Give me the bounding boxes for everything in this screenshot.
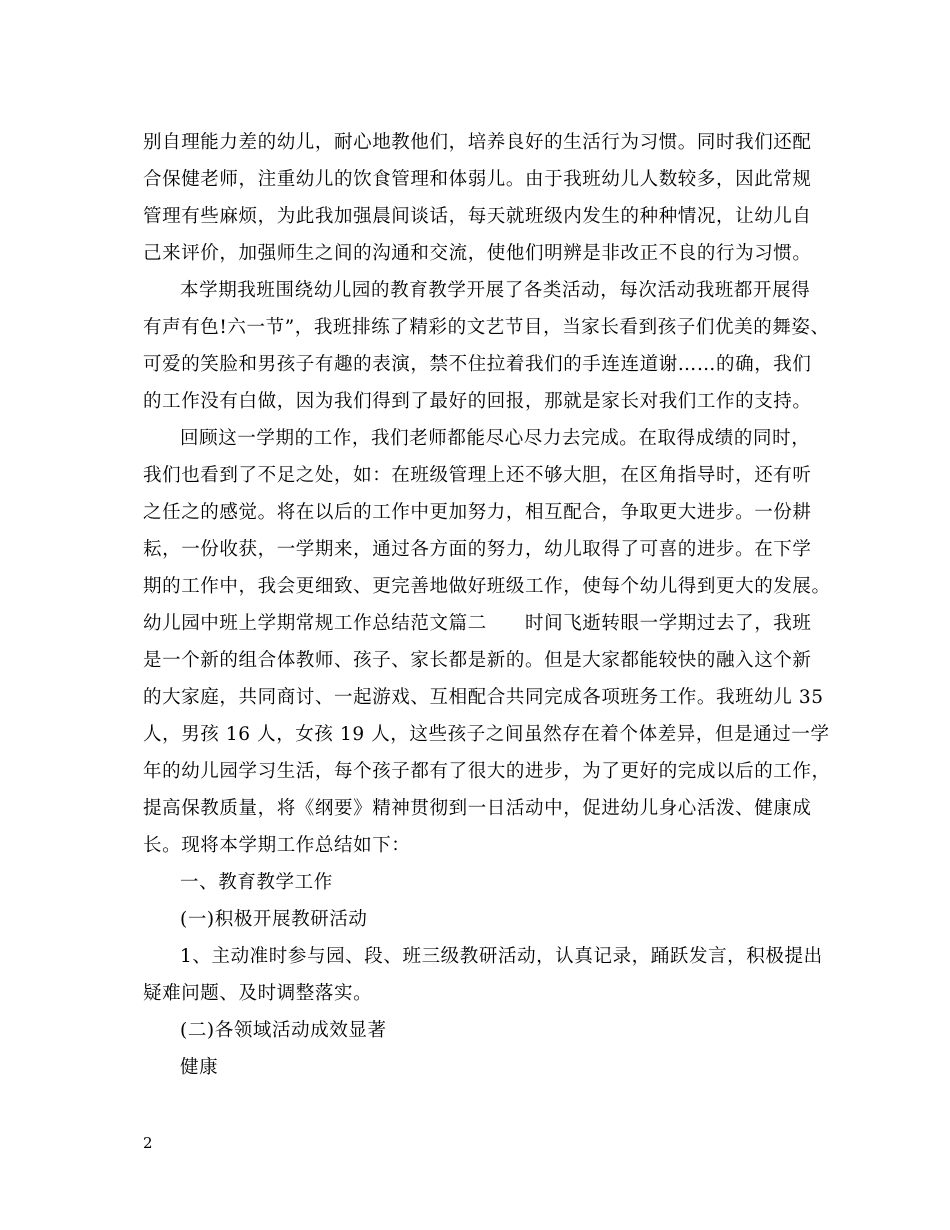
text-line: 别自理能力差的幼儿，耐心地教他们，培养良好的生活行为习惯。同时我们还配 (143, 132, 812, 153)
text-line: 回顾这一学期的工作，我们老师都能尽心尽力去完成。在取得成绩的同时， (180, 428, 811, 449)
text-line: 长。现将本学期工作总结如下： (143, 835, 411, 856)
text-line: 年的幼儿园学习生活，每个孩子都有了很大的进步，为了更好的完成以后的工作， (143, 761, 831, 782)
text-line: 管理有些麻烦，为此我加强晨间谈话，每天就班级内发生的种种情况，让幼儿自 (143, 206, 812, 227)
text-line: 期的工作中，我会更细致、更完善地做好班级工作，使每个幼儿得到更大的发展。 (143, 576, 831, 597)
text-line: 耘，一份收获，一学期来，通过各方面的努力，幼儿取得了可喜的进步。在下学 (143, 539, 812, 560)
text-line: 本学期我班围绕幼儿园的教育教学开展了各类活动，每次活动我班都开展得 (180, 280, 811, 301)
text-line: 可爱的笑脸和男孩子有趣的表演，禁不住拉着我们的手连连道谢……的确，我们 (143, 354, 812, 375)
text-line: 的工作没有白做，因为我们得到了最好的回报，那就是家长对我们工作的支持。 (143, 391, 812, 412)
text-line: 己来评价，加强师生之间的沟通和交流，使他们明辨是非改正不良的行为习惯。 (143, 243, 812, 264)
text-line: 幼儿园中班上学期常规工作总结范文篇二 时间飞逝转眼一学期过去了，我班 (143, 613, 812, 634)
text-line: 之任之的感觉。将在以后的工作中更加努力，相互配合，争取更大进步。一份耕 (143, 502, 812, 523)
text-line: 健康 (180, 1057, 219, 1078)
subsection-heading: (一)积极开展教研活动 (180, 909, 368, 930)
text-line: 提高保教质量，将《纲要》精神贯彻到一日活动中，促进幼儿身心活泼、健康成 (143, 798, 812, 819)
section-heading: 一、教育教学工作 (180, 872, 333, 893)
text-line: 的大家庭，共同商讨、一起游戏、互相配合共同完成各项班务工作。我班幼儿 35 (143, 687, 824, 708)
text-line: 合保健老师，注重幼儿的饮食管理和体弱儿。由于我班幼儿人数较多，因此常规 (143, 169, 812, 190)
text-line: 是一个新的组合体教师、孩子、家长都是新的。但是大家都能较快的融入这个新 (143, 650, 812, 671)
text-line: 人，男孩 16 人，女孩 19 人，这些孩子之间虽然存在着个体差异，但是通过一学 (143, 724, 830, 745)
text-line: 疑难问题、及时调整落实。 (143, 983, 373, 1004)
text-line: 1、主动准时参与园、段、班三级教研活动，认真记录，踊跃发言，积极提出 (180, 946, 823, 967)
page-number: 2 (143, 1134, 153, 1152)
subsection-heading: (二)各领域活动成效显著 (180, 1020, 387, 1041)
text-line: 有声有色!六一节”，我班排练了精彩的文艺节目，当家长看到孩子们优美的舞姿、 (143, 317, 830, 338)
text-line: 我们也看到了不足之处，如：在班级管理上还不够大胆，在区角指导时，还有听 (143, 465, 812, 486)
